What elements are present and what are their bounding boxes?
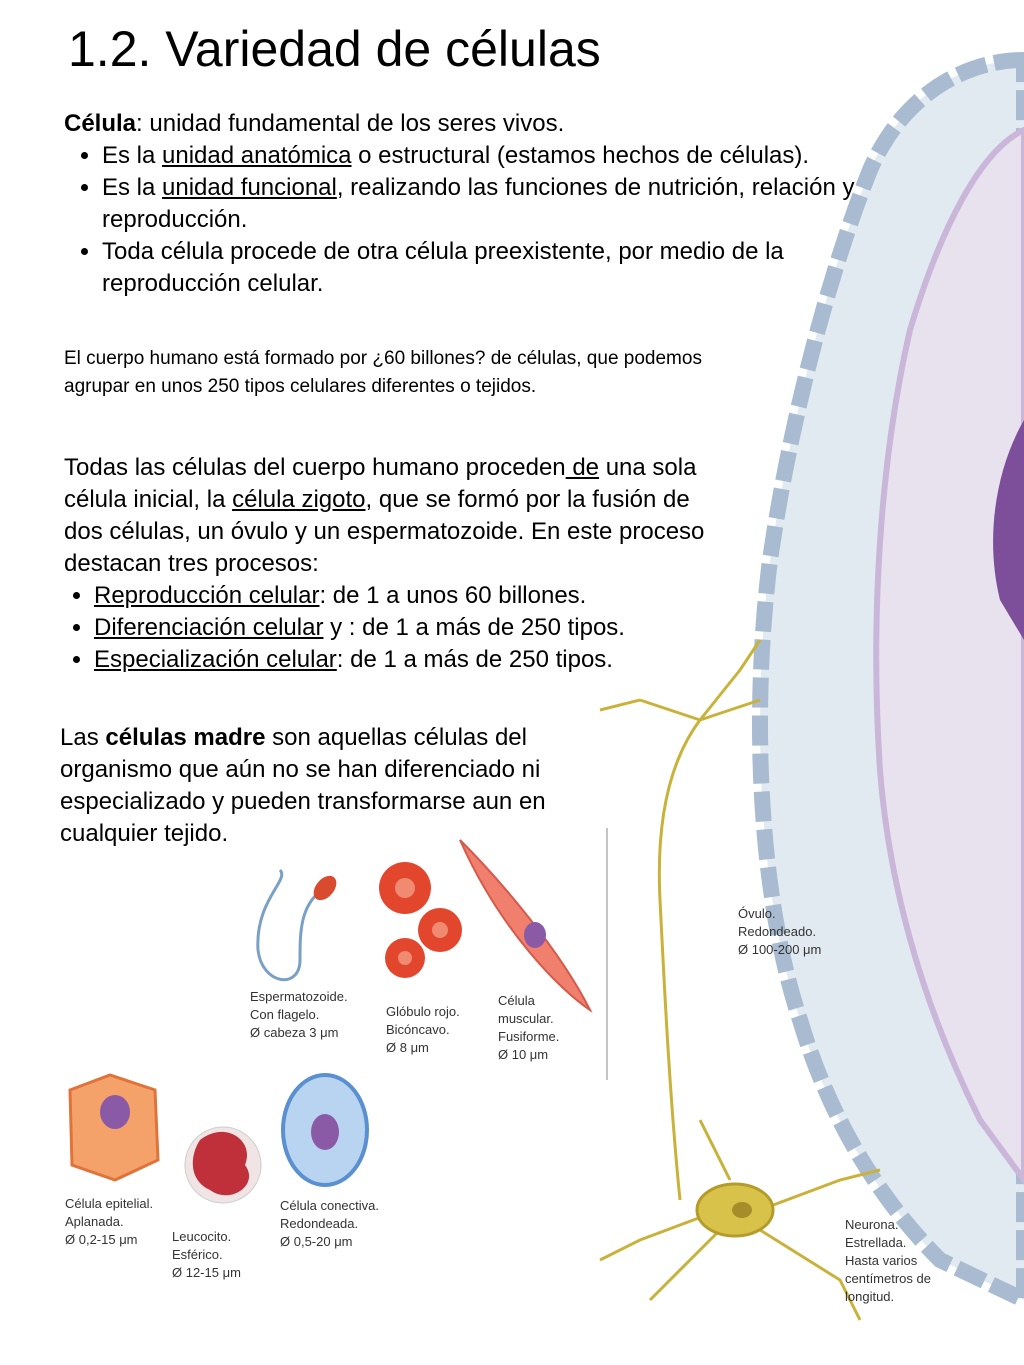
- definition-text: : unidad fundamental de los seres vivos.: [136, 110, 565, 137]
- caption-line: Bicóncavo.: [386, 1022, 450, 1037]
- caption-line: Glóbulo rojo.: [386, 1004, 460, 1019]
- caption-ovulo: [738, 905, 821, 959]
- caption-line: Con flagelo.: [250, 1007, 320, 1022]
- caption-line: Fusiforme.: [498, 1029, 560, 1044]
- caption-line: Leucocito.: [172, 1229, 232, 1244]
- process-item: [94, 580, 724, 612]
- bullet-text: Toda célula procede de otra célula preexistente, por medio de la reproducción celular.: [102, 238, 784, 297]
- caption-line: Ø 10 μm: [498, 1047, 549, 1062]
- leucocyte-illustration: [185, 1127, 261, 1203]
- process-term: Especialización celular: [94, 646, 337, 673]
- caption-line: centímetros de: [845, 1271, 931, 1286]
- process-text: : de 1 a más de 250 tipos.: [336, 646, 613, 673]
- bullet-text: Es la: [102, 142, 163, 169]
- text: una sola célula inicial, la: [64, 454, 697, 513]
- caption-line: longitud.: [845, 1289, 895, 1304]
- caption-neurona: [845, 1216, 931, 1306]
- caption-line: Célula epitelial.: [65, 1196, 154, 1211]
- text: Todas las células del cuerpo humano proceden: [64, 454, 566, 481]
- caption-line: Ø cabeza 3 μm: [250, 1025, 339, 1040]
- caption-line: Espermatozoide.: [250, 989, 348, 1004]
- text: son aquellas células del organismo que aún no se han diferenciado ni especializado y pueden transformarse aun en cualquier tejido.: [60, 724, 546, 847]
- caption-line: Hasta varios: [845, 1253, 918, 1268]
- stem-cells-term: células madre: [105, 724, 266, 751]
- caption-line: Ø 8 μm: [386, 1040, 429, 1055]
- muscle-cell-illustration: [460, 840, 590, 1010]
- stem-cells-paragraph: [60, 722, 600, 850]
- caption-line: Ø 100-200 μm: [738, 942, 822, 957]
- bullet-text: , realizando las funciones de nutrición, relación y reproducción.: [102, 174, 855, 233]
- caption-line: Ø 0,5-20 μm: [280, 1234, 353, 1249]
- text-underlined: de: [565, 454, 600, 481]
- text: , que se formó por la fusión de dos células, un óvulo y un espermatozoide. En este proceso destacan tres procesos:: [64, 486, 705, 577]
- caption-line: Redondeado.: [738, 924, 817, 939]
- bullet-functional: [102, 172, 864, 236]
- bullet-text: Es la: [102, 174, 163, 201]
- bullet-underlined: unidad funcional: [162, 174, 337, 201]
- process-item: [94, 612, 724, 644]
- process-text: y : de 1 a más de 250 tipos.: [323, 614, 625, 641]
- caption-line: Redondeada.: [280, 1216, 359, 1231]
- epithelial-cell-illustration: [70, 1075, 158, 1180]
- body-paragraph: El cuerpo humano está formado por ¿60 billones? de células, que podemos agrupar en unos 250 tipos celulares diferentes o tejidos.: [64, 348, 702, 397]
- caption-line: Ø 12-15 μm: [172, 1265, 241, 1280]
- caption-line: Esférico.: [172, 1247, 223, 1262]
- zygote-term: célula zigoto: [232, 486, 366, 513]
- caption-line: Estrellada.: [845, 1235, 907, 1250]
- caption-espermatozoide: [250, 988, 348, 1042]
- caption-celula-conectiva: [280, 1197, 379, 1251]
- caption-line: Neurona.: [845, 1217, 899, 1232]
- process-term: Diferenciación celular: [94, 614, 324, 641]
- definition-term: Célula: [64, 110, 137, 137]
- bullet-anatomical: [102, 140, 864, 172]
- caption-line: muscular.: [498, 1011, 554, 1026]
- cell-definition-block: [64, 108, 864, 300]
- red-blood-cells-illustration: [379, 862, 462, 978]
- connective-cell-illustration: [283, 1075, 367, 1185]
- definition-bullets: [64, 140, 864, 300]
- caption-celula-muscular: [498, 992, 559, 1064]
- caption-globulo-rojo: [386, 1003, 460, 1057]
- caption-line: Célula: [498, 993, 535, 1008]
- bullet-text: o estructural (estamos hechos de células).: [351, 142, 810, 169]
- bullet-underlined: unidad anatómica: [162, 142, 352, 169]
- zygote-paragraph: [64, 452, 724, 676]
- bullet-origin: [102, 236, 864, 300]
- caption-line: Óvulo.: [738, 906, 776, 921]
- process-term: Reproducción celular: [94, 582, 320, 609]
- caption-line: Ø 0,2-15 μm: [65, 1232, 138, 1247]
- page-title: 1.2. Variedad de células: [68, 21, 601, 77]
- spermatozoid-illustration: [258, 870, 341, 980]
- caption-celula-epitelial: [65, 1195, 153, 1249]
- definition-line: [64, 108, 864, 140]
- zygote-text: [64, 452, 724, 580]
- caption-line: Célula conectiva.: [280, 1198, 379, 1213]
- caption-line: Aplanada.: [65, 1214, 124, 1229]
- caption-leucocito: [172, 1228, 241, 1282]
- process-text: : de 1 a unos 60 billones.: [319, 582, 587, 609]
- process-item: [94, 644, 724, 676]
- text: Las: [60, 724, 106, 751]
- process-list: [64, 580, 724, 676]
